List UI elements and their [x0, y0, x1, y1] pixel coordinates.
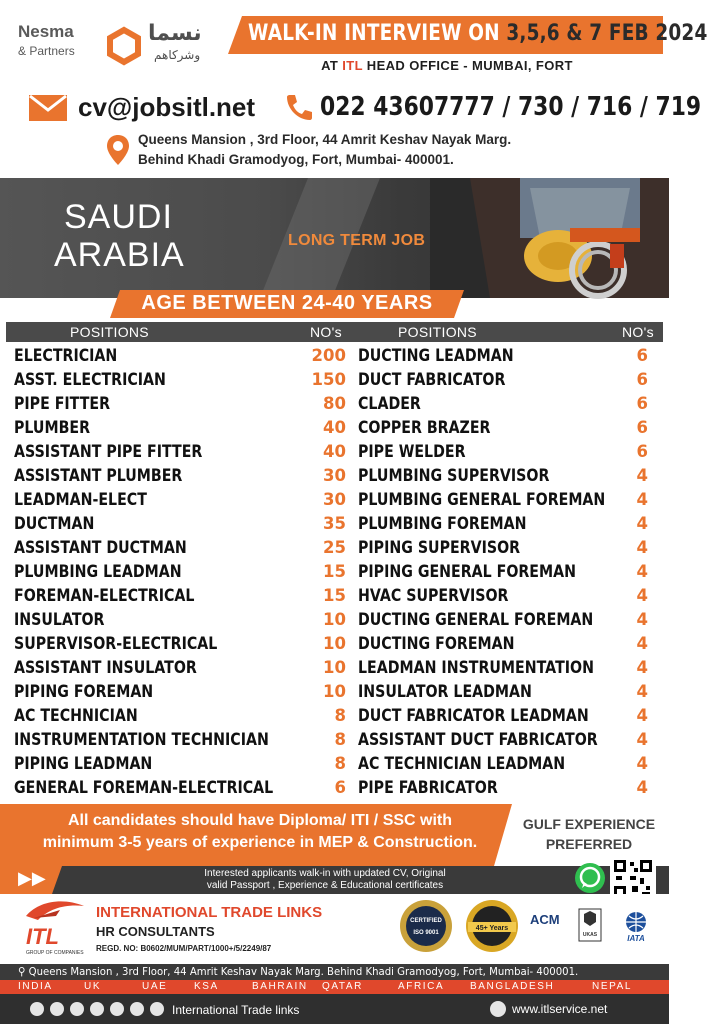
age-requirement: AGE BETWEEN 24-40 YEARS [141, 292, 433, 314]
gulf-line2: PREFERRED [545, 836, 633, 852]
contact-email[interactable]: cv@jobsitl.net [78, 92, 256, 122]
position-name-right: DUCT FABRICATOR LEADMAN [358, 706, 589, 725]
walkin-dates: 3,5,6 & 7 FEB 2024 [506, 21, 707, 46]
itl-logo-text: ITL [26, 924, 59, 949]
position-count-right: 4 [636, 538, 648, 557]
position-count-right: 4 [636, 514, 648, 533]
ukas-logo [578, 908, 602, 942]
position-name-left: ASSISTANT PLUMBER [14, 466, 183, 485]
itl-company-name: INTERNATIONAL TRADE LINKS [96, 904, 323, 921]
contact-address-line1: Queens Mansion , 3rd Floor, 44 Amrit Keshav Nayak Marg. [138, 132, 512, 147]
position-name-right: ASSISTANT DUCT FABRICATOR [358, 730, 598, 749]
position-count-left: 8 [334, 706, 346, 725]
position-name-right: PIPING SUPERVISOR [358, 538, 521, 557]
itl-logo [20, 896, 90, 958]
country-line1: SAUDI [64, 198, 173, 236]
table-row [0, 512, 669, 536]
instagram-icon[interactable] [130, 1002, 144, 1016]
position-count-right: 6 [636, 442, 648, 461]
position-count-left: 15 [323, 586, 346, 605]
position-count-right: 6 [636, 418, 648, 437]
itl-logo-sub: GROUP OF COMPANIES [26, 950, 84, 956]
position-count-right: 4 [636, 706, 648, 725]
ukas-logo-text: UKAS [582, 932, 598, 938]
position-name-left: INSTRUMENTATION TECHNICIAN [14, 730, 269, 749]
years-badge [464, 898, 520, 954]
position-count-right: 6 [636, 394, 648, 413]
table-row [0, 656, 669, 680]
country-item: UAE [142, 981, 168, 992]
apply-line1: Interested applicants walk-in with updated CV, Original [204, 868, 446, 879]
iso-badge-top: CERTIFIED [410, 918, 442, 924]
position-count-left: 80 [323, 394, 346, 413]
position-name-right: PIPING GENERAL FOREMAN [358, 562, 576, 581]
itl-registration: REGD. NO: B0602/MUM/PART/1000+/5/2249/87 [96, 944, 272, 953]
mail-icon [28, 94, 68, 122]
table-row [0, 464, 669, 488]
position-name-right: CLADER [358, 394, 421, 413]
nesma-logo-arabic-sub: وشركاهم [154, 48, 201, 62]
position-name-right: COPPER BRAZER [358, 418, 491, 437]
linkedin-icon[interactable] [50, 1002, 64, 1016]
country-item: QATAR [322, 981, 363, 992]
table-row [0, 440, 669, 464]
country-item: NEPAL [592, 981, 633, 992]
position-name-right: AC TECHNICIAN LEADMAN [358, 754, 566, 773]
social-handle[interactable]: International Trade links [172, 1003, 300, 1017]
position-count-left: 40 [323, 418, 346, 437]
position-count-left: 10 [323, 658, 346, 677]
position-name-left: DUCTMAN [14, 514, 95, 533]
position-count-right: 4 [636, 730, 648, 749]
position-name-left: ELECTRICIAN [14, 346, 118, 365]
walkin-prefix: WALK-IN INTERVIEW ON [248, 21, 507, 46]
table-row [0, 632, 669, 656]
position-count-right: 6 [636, 370, 648, 389]
requirements-text [20, 810, 500, 854]
iata-logo-text: IATA [627, 934, 645, 943]
position-count-left: 35 [323, 514, 346, 533]
nesma-logo-name: Nesma [18, 22, 74, 41]
job-type: LONG TERM JOB [288, 232, 426, 249]
position-name-left: SUPERVISOR-ELECTRICAL [14, 634, 218, 653]
position-count-left: 10 [323, 610, 346, 629]
position-count-left: 10 [323, 634, 346, 653]
position-name-left: ASSISTANT INSULATOR [14, 658, 197, 677]
whatsapp-icon[interactable] [574, 862, 606, 894]
nesma-hexagon-icon [106, 28, 142, 64]
globe-icon [490, 1001, 506, 1017]
country-item: AFRICA [398, 981, 445, 992]
country-item: KSA [194, 981, 219, 992]
website-link[interactable]: www.itlservice.net [512, 1002, 608, 1016]
gulf-experience [514, 814, 664, 854]
position-count-left: 8 [334, 754, 346, 773]
table-row [0, 344, 669, 368]
position-name-right: PIPE WELDER [358, 442, 466, 461]
contact-section [0, 90, 702, 178]
position-name-right: DUCTING FOREMAN [358, 634, 515, 653]
position-name-left: PIPING LEADMAN [14, 754, 153, 773]
instagram-alt-icon[interactable] [150, 1002, 164, 1016]
acm-logo: ACM [530, 912, 560, 927]
position-count-right: 4 [636, 778, 648, 797]
position-name-left: FOREMAN-ELECTRICAL [14, 586, 195, 605]
position-count-right: 4 [636, 586, 648, 605]
position-name-left: GENERAL FOREMAN-ELECTRICAL [14, 778, 274, 797]
table-row [0, 608, 669, 632]
position-count-right: 4 [636, 634, 648, 653]
table-row [0, 584, 669, 608]
position-count-right: 4 [636, 658, 648, 677]
twitter-icon[interactable] [90, 1002, 104, 1016]
office-suffix: HEAD OFFICE - MUMBAI, FORT [362, 58, 573, 73]
position-count-left: 200 [311, 346, 346, 365]
double-arrow-icon: ▶▶ [18, 868, 46, 888]
position-count-right: 4 [636, 754, 648, 773]
header-positions-left: POSITIONS [70, 324, 149, 340]
header-nos-right: NO's [622, 324, 654, 340]
facebook-icon[interactable] [70, 1002, 84, 1016]
footer-address: ⚲ Queens Mansion , 3rd Floor, 44 Amrit Keshav Nayak Marg. Behind Khadi Gramodyog, Fort, Mumbai- 400001. [18, 965, 579, 978]
position-name-left: ASSISTANT DUCTMAN [14, 538, 187, 557]
position-name-left: PLUMBER [14, 418, 91, 437]
table-row [0, 536, 669, 560]
position-count-left: 40 [323, 442, 346, 461]
position-name-left: ASSISTANT PIPE FITTER [14, 442, 203, 461]
position-name-right: DUCTING GENERAL FOREMAN [358, 610, 594, 629]
gulf-line1: GULF EXPERIENCE [522, 816, 656, 832]
table-row [0, 368, 669, 392]
table-row [0, 416, 669, 440]
position-name-right: INSULATOR LEADMAN [358, 682, 532, 701]
itl-company-sub: HR CONSULTANTS [96, 924, 215, 939]
country-item: UK [84, 981, 102, 992]
position-name-right: HVAC SUPERVISOR [358, 586, 509, 605]
position-name-right: LEADMAN INSTRUMENTATION [358, 658, 594, 677]
walkin-heading [248, 21, 707, 46]
position-count-right: 4 [636, 610, 648, 629]
office-prefix: AT [321, 58, 343, 73]
nesma-logo [14, 16, 224, 72]
header-nos-left: NO's [310, 324, 342, 340]
footer-address-text: Queens Mansion , 3rd Floor, 44 Amrit Keshav Nayak Marg. Behind Khadi Gramodyog, Fort, Mumbai- 400001. [28, 965, 579, 978]
header-positions-right: POSITIONS [398, 324, 477, 340]
position-name-left: PLUMBING LEADMAN [14, 562, 182, 581]
table-row [0, 560, 669, 584]
position-count-right: 6 [636, 346, 648, 365]
position-count-right: 4 [636, 466, 648, 485]
youtube-icon[interactable] [30, 1002, 44, 1016]
table-row [0, 392, 669, 416]
country-item: BANGLADESH [470, 981, 555, 992]
table-row [0, 752, 669, 776]
telegram-icon[interactable] [110, 1002, 124, 1016]
position-name-right: PIPE FABRICATOR [358, 778, 498, 797]
position-name-right: PLUMBING GENERAL FOREMAN [358, 490, 606, 509]
position-name-right: DUCT FABRICATOR [358, 370, 506, 389]
location-pin-icon [106, 134, 130, 166]
position-name-left: LEADMAN-ELECT [14, 490, 147, 509]
table-row [0, 488, 669, 512]
requirements-line1: All candidates should have Diploma/ ITI / SSC with [67, 812, 453, 829]
position-name-left: PIPING FOREMAN [14, 682, 154, 701]
position-name-right: DUCTING LEADMAN [358, 346, 514, 365]
electrician-worker-image [430, 178, 669, 298]
nesma-logo-arabic: نسما [148, 20, 202, 45]
position-name-left: AC TECHNICIAN [14, 706, 138, 725]
position-count-right: 4 [636, 682, 648, 701]
office-location [232, 58, 662, 73]
contact-phone[interactable]: 022 43607777 / 730 / 716 / 719 [320, 92, 702, 122]
position-count-left: 30 [323, 490, 346, 509]
position-count-left: 6 [334, 778, 346, 797]
position-count-left: 8 [334, 730, 346, 749]
position-count-left: 15 [323, 562, 346, 581]
table-row [0, 680, 669, 704]
requirements-line2: minimum 3-5 years of experience in MEP & Construction. [42, 834, 478, 851]
table-row [0, 728, 669, 752]
iso-certified-badge [398, 898, 454, 954]
country-item: BAHRAIN [252, 981, 308, 992]
years-badge-text: 45+ Years [475, 925, 509, 932]
position-count-left: 30 [323, 466, 346, 485]
iata-logo [616, 910, 656, 944]
phone-icon [284, 92, 314, 122]
position-name-left: ASST. ELECTRICIAN [14, 370, 166, 389]
country-banner [0, 178, 669, 298]
position-name-left: INSULATOR [14, 610, 105, 629]
office-itl: ITL [342, 58, 363, 73]
position-name-right: PLUMBING FOREMAN [358, 514, 527, 533]
position-name-left: PIPE FITTER [14, 394, 110, 413]
positions-table [0, 344, 669, 800]
position-name-right: PLUMBING SUPERVISOR [358, 466, 550, 485]
position-count-left: 25 [323, 538, 346, 557]
nesma-logo-partners: & Partners [18, 44, 75, 58]
table-row [0, 704, 669, 728]
country-line2: ARABIA [54, 236, 185, 274]
position-count-right: 4 [636, 490, 648, 509]
country-item: INDIA [18, 981, 53, 992]
position-count-left: 10 [323, 682, 346, 701]
apply-line2: valid Passport , Experience & Educational certificates [206, 880, 444, 891]
contact-address-line2: Behind Khadi Gramodyog, Fort, Mumbai- 400001. [138, 152, 454, 167]
position-count-left: 150 [311, 370, 346, 389]
apply-instructions [160, 868, 490, 892]
iso-badge-bottom: ISO 9001 [413, 930, 439, 936]
position-count-right: 4 [636, 562, 648, 581]
table-row [0, 776, 669, 800]
